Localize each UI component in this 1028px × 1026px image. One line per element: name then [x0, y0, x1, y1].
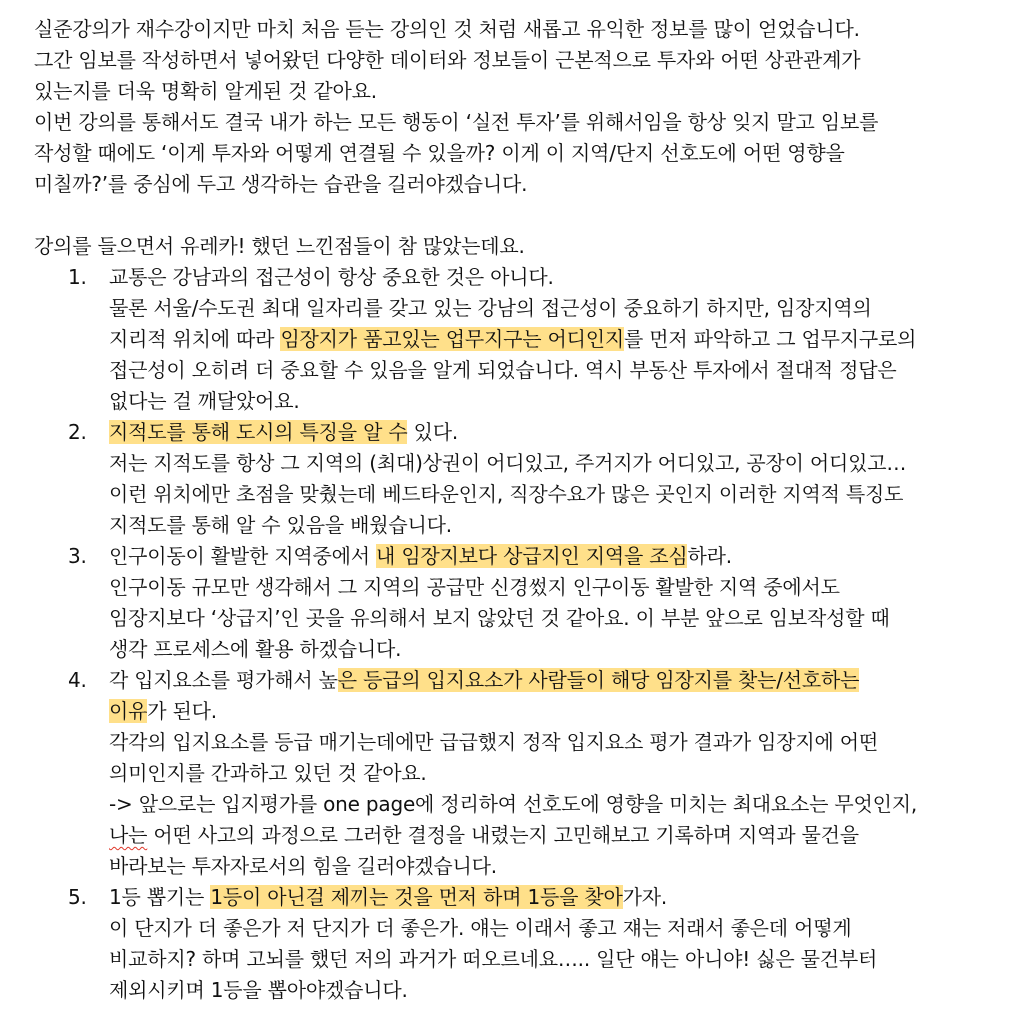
- item-text-line: 물론 서울/수도권 최대 일자리를 갖고 있는 강남의 접근성이 중요하기 하지만, 임장지역의: [109, 296, 872, 320]
- text-segment: 각 입지요소를 평가해서 높: [109, 668, 338, 692]
- item-text-line: 임장지보다 ‘상급지’인 곳을 유의해서 보지 않았던 것 같아요. 이 부분 앞으로 임보작성할 때: [109, 606, 890, 630]
- item-title-line: [34, 696, 1008, 727]
- text-segment: 어떤 사고의 과정으로 그러한 결정을 내렸는지 고민해보고 기록하며 지역과 물건을: [147, 823, 859, 847]
- blank-line: [34, 200, 1008, 231]
- item-text-line: 비교하지? 하며 고뇌를 했던 저의 과거가 떠오르네요….. 일단 얘는 아니야! 싫은 물건부터: [109, 947, 878, 971]
- text-segment: 1등 뽑기는: [109, 885, 211, 909]
- item-text-line: 이 단지가 더 좋은가 저 단지가 더 좋은가. 얘는 이래서 좋고 쟤는 저래서 좋은데 어떻게: [109, 916, 852, 940]
- intro-paragraph: [34, 14, 1008, 200]
- list-item: [34, 882, 1008, 1006]
- list-item: [34, 665, 1008, 882]
- list-number: 1.: [68, 265, 87, 289]
- lead-sentence: 강의를 들으면서 유레카! 했던 느낀점들이 참 많았는데요.: [34, 234, 525, 258]
- list-number: 2.: [68, 420, 87, 444]
- list-number: 4.: [68, 668, 87, 692]
- item-text-line: 인구이동 규모만 생각해서 그 지역의 공급만 신경썼지 인구이동 활발한 지역 중에서도: [109, 575, 840, 599]
- text-segment: 있다.: [407, 420, 459, 444]
- item-text-line: [34, 324, 1008, 355]
- list-item: [34, 417, 1008, 541]
- list-item: [34, 541, 1008, 665]
- highlighted-text: 임장지가 품고있는 업무지구는 어디인지: [280, 327, 624, 351]
- item-text-line: 의미인지를 간과하고 있던 것 같아요.: [109, 761, 427, 785]
- text-segment: 인구이동이 활발한 지역중에서: [109, 544, 377, 568]
- item-text-line: 각각의 입지요소를 등급 매기는데에만 급급했지 정작 입지요소 평가 결과가 임장지에 어떤: [109, 730, 879, 754]
- intro-line: 미칠까?’를 중심에 두고 생각하는 습관을 길러야겠습니다.: [34, 172, 528, 196]
- item-text-line: 생각 프로세스에 활용 하겠습니다.: [109, 637, 402, 661]
- intro-line: 그간 임보를 작성하면서 넣어왔던 다양한 데이터와 정보들이 근본적으로 투자와 어떤 상관관계가: [34, 48, 861, 72]
- highlighted-text: 은 등급의 입지요소가 사람들이 해당 임장지를 찾는/선호하는: [337, 668, 860, 692]
- item-text-line: -> 앞으로는 입지평가를 one page에 정리하여 선호도에 영향을 미치는 최대요소는 무엇인지,: [109, 792, 918, 816]
- item-title: 교통은 강남과의 접근성이 항상 중요한 것은 아니다.: [109, 265, 554, 289]
- intro-line: 이번 강의를 통해서도 결국 내가 하는 모든 행동이 ‘실전 투자’를 위해서임을 항상 잊지 말고 임보를: [34, 110, 879, 134]
- text-segment: 를 먼저 파악하고 그 업무지구로의: [623, 327, 917, 351]
- item-text-line: 저는 지적도를 항상 그 지역의 (최대)상권이 어디있고, 주거지가 어디있고, 공장이 어디있고…: [109, 451, 907, 475]
- highlighted-text: 1등이 아닌걸 제끼는 것을 먼저 하며 1등을 찾아: [210, 885, 623, 909]
- spellcheck-flagged-word[interactable]: 나는: [109, 823, 148, 847]
- item-text-line: 지적도를 통해 알 수 있음을 배웠습니다.: [109, 513, 452, 537]
- highlighted-text: 지적도를 통해 도시의 특징을 알 수: [109, 420, 408, 444]
- intro-line: 있는지를 더욱 명확히 알게된 것 같아요.: [34, 79, 377, 103]
- item-text-line: [34, 820, 1008, 851]
- item-text-line: 없다는 걸 깨달았어요.: [109, 389, 300, 413]
- text-segment: 지리적 위치에 따라: [109, 327, 281, 351]
- text-segment: 하라.: [687, 544, 732, 568]
- item-text-line: 이런 위치에만 초점을 맞췄는데 베드타운인지, 직장수요가 많은 곳인지 이러한 지역적 특징도: [109, 482, 904, 506]
- list-number: 3.: [68, 544, 87, 568]
- highlighted-text: 이유: [109, 699, 148, 723]
- highlighted-text: 내 임장지보다 상급지인 지역을 조심: [376, 544, 688, 568]
- item-text-line: 접근성이 오히려 더 중요할 수 있음을 알게 되었습니다. 역시 부동산 투자에서 절대적 정답은: [109, 358, 897, 382]
- item-text-line: 제외시키며 1등을 뽑아야겠습니다.: [109, 978, 408, 1002]
- item-text-line: 바라보는 투자자로서의 힘을 길러야겠습니다.: [109, 854, 497, 878]
- intro-line: 작성할 때에도 ‘이게 투자와 어떻게 연결될 수 있을까? 이게 이 지역/단지 선호도에 어떤 영향을: [34, 141, 845, 165]
- list-number: 5.: [68, 885, 87, 909]
- text-segment: 가자.: [622, 885, 668, 909]
- list-item: [34, 262, 1008, 417]
- numbered-list: [34, 262, 1008, 1006]
- intro-line: 실준강의가 재수강이지만 마치 처음 듣는 강의인 것 처럼 새롭고 유익한 정보를 많이 얻었습니다.: [34, 17, 860, 41]
- text-segment: 가 된다.: [147, 699, 217, 723]
